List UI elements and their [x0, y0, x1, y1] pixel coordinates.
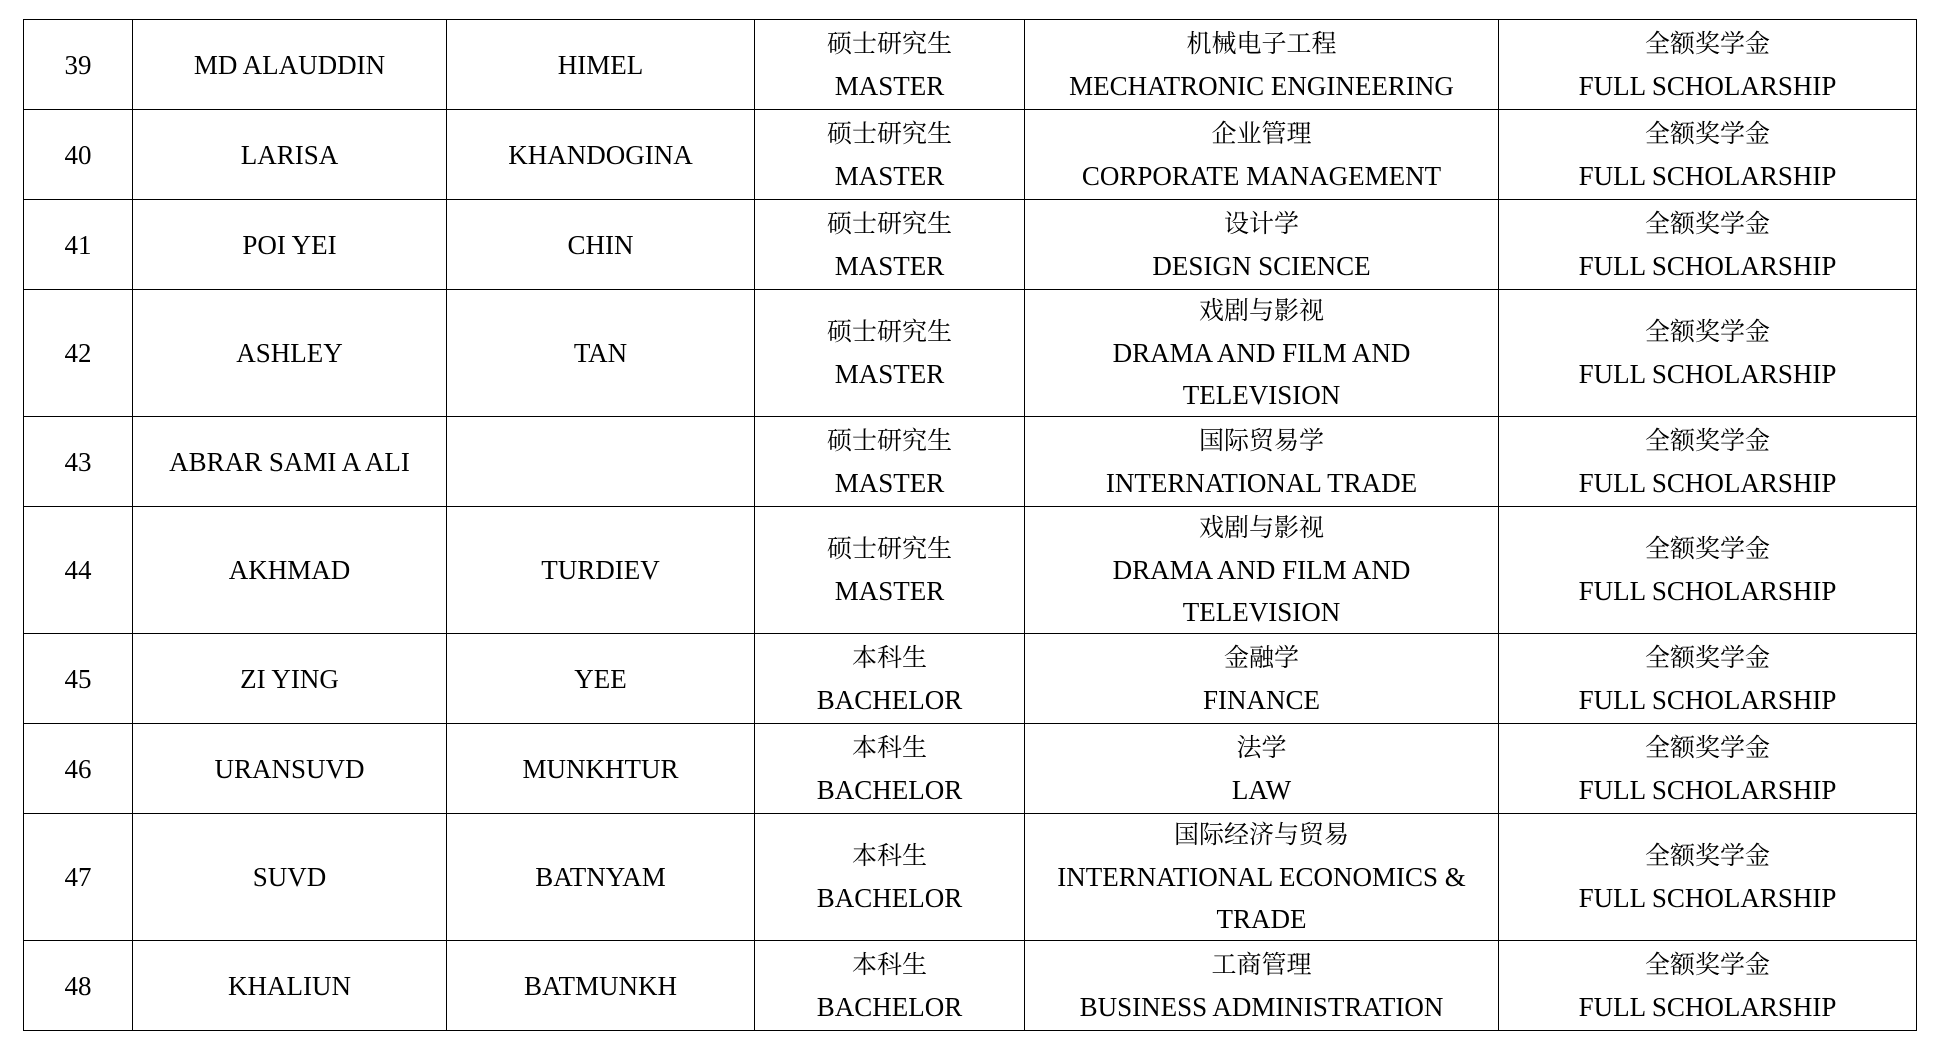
degree-chinese: 硕士研究生	[826, 425, 952, 455]
degree-chinese: 本科生	[851, 841, 927, 870]
table-row	[24, 417, 1917, 507]
major-chinese: 金融学	[1223, 642, 1299, 672]
scholarship-cell	[1499, 417, 1917, 507]
given-name-cell	[133, 634, 447, 724]
family-name: HIMEL	[557, 49, 644, 80]
major-chinese: 设计学	[1223, 208, 1299, 238]
row-number-cell	[24, 941, 133, 1031]
major-english: LAW	[1231, 774, 1292, 805]
given-name: ZI YING	[240, 663, 339, 694]
degree-chinese: 硕士研究生	[826, 534, 952, 563]
given-name: KHALIUN	[228, 970, 351, 1001]
family-name: MUNKHTUR	[522, 753, 679, 784]
major-cell	[1025, 814, 1499, 941]
given-name: SUVD	[252, 862, 327, 892]
family-name: CHIN	[567, 229, 634, 260]
major-cell	[1025, 20, 1499, 110]
given-name: MD ALAUDDIN	[193, 49, 386, 80]
table-row	[24, 200, 1917, 290]
degree-chinese: 本科生	[851, 732, 927, 762]
row-number: 43	[64, 446, 92, 477]
row-number: 45	[64, 663, 92, 694]
major-cell	[1025, 507, 1499, 634]
major-english: FINANCE	[1202, 684, 1320, 715]
degree-cell	[755, 110, 1025, 200]
family-name-cell	[447, 814, 755, 941]
scholarship-cell	[1499, 507, 1917, 634]
row-number-cell	[24, 20, 133, 110]
scholarship-english: FULL SCHOLARSHIP	[1578, 160, 1837, 191]
row-number-cell	[24, 200, 133, 290]
degree-cell	[755, 290, 1025, 417]
given-name-cell	[133, 941, 447, 1031]
degree-chinese: 本科生	[851, 642, 927, 672]
scholarship-english: FULL SCHOLARSHIP	[1578, 576, 1837, 606]
table-row	[24, 507, 1917, 634]
scholarship-cell	[1499, 814, 1917, 941]
row-number-cell	[24, 417, 133, 507]
scholarship-chinese: 全额奖学金	[1644, 317, 1770, 346]
degree-chinese: 硕士研究生	[826, 317, 952, 346]
family-name: KHANDOGINA	[508, 139, 693, 170]
row-number-cell	[24, 110, 133, 200]
family-name-cell	[447, 507, 755, 634]
major-english: INTERNATIONAL TRADE	[1105, 467, 1418, 498]
major-chinese: 国际经济与贸易	[1173, 820, 1349, 849]
family-name-cell	[447, 20, 755, 110]
scholarship-chinese: 全额奖学金	[1644, 118, 1770, 148]
degree-english: BACHELOR	[816, 883, 963, 913]
table-row	[24, 20, 1917, 110]
scholarship-cell	[1499, 634, 1917, 724]
family-name: TURDIEV	[541, 555, 660, 585]
degree-cell	[755, 724, 1025, 814]
degree-english: MASTER	[834, 160, 945, 191]
scholarship-english: FULL SCHOLARSHIP	[1578, 250, 1837, 281]
major-chinese: 工商管理	[1211, 949, 1312, 979]
table-row	[24, 290, 1917, 417]
family-name-cell	[447, 724, 755, 814]
given-name: ABRAR SAMI A ALI	[169, 446, 410, 477]
degree-chinese: 硕士研究生	[826, 208, 952, 238]
scholarship-english: FULL SCHOLARSHIP	[1578, 684, 1837, 715]
given-name-cell	[133, 417, 447, 507]
degree-english: MASTER	[834, 576, 945, 606]
degree-english: MASTER	[834, 250, 945, 281]
degree-english: MASTER	[834, 467, 945, 498]
row-number: 48	[64, 970, 92, 1001]
major-english: TELEVISION	[1182, 380, 1341, 410]
scholarship-chinese: 全额奖学金	[1644, 841, 1770, 870]
degree-cell	[755, 200, 1025, 290]
row-number-cell	[24, 634, 133, 724]
family-name-cell	[447, 200, 755, 290]
scholarship-cell	[1499, 941, 1917, 1031]
family-name-cell	[447, 290, 755, 417]
family-name-cell	[447, 417, 755, 507]
degree-english: BACHELOR	[816, 991, 963, 1022]
scholarship-chinese: 全额奖学金	[1644, 28, 1770, 58]
degree-cell	[755, 814, 1025, 941]
given-name-cell	[133, 290, 447, 417]
row-number-cell	[24, 724, 133, 814]
degree-cell	[755, 417, 1025, 507]
row-number: 42	[64, 338, 92, 368]
scholarship-cell	[1499, 200, 1917, 290]
scholarship-english: FULL SCHOLARSHIP	[1578, 883, 1837, 913]
major-english: CORPORATE MANAGEMENT	[1081, 160, 1442, 191]
scholarship-chinese: 全额奖学金	[1644, 425, 1770, 455]
major-english: TRADE	[1216, 904, 1307, 934]
major-english: DESIGN SCIENCE	[1152, 250, 1371, 281]
table-row	[24, 814, 1917, 941]
table-row	[24, 941, 1917, 1031]
given-name-cell	[133, 110, 447, 200]
major-english: DRAMA AND FILM AND	[1112, 338, 1411, 368]
scholarship-english: FULL SCHOLARSHIP	[1578, 991, 1837, 1022]
major-chinese: 戏剧与影视	[1198, 296, 1324, 325]
major-english: MECHATRONIC ENGINEERING	[1069, 70, 1454, 101]
given-name: POI YEI	[242, 229, 337, 260]
degree-english: BACHELOR	[816, 684, 963, 715]
major-cell	[1025, 634, 1499, 724]
degree-english: MASTER	[834, 359, 945, 389]
given-name-cell	[133, 200, 447, 290]
family-name-cell	[447, 110, 755, 200]
scholarship-cell	[1499, 20, 1917, 110]
scholarship-chinese: 全额奖学金	[1644, 949, 1770, 979]
row-number-cell	[24, 507, 133, 634]
major-chinese: 法学	[1236, 732, 1287, 762]
degree-english: MASTER	[834, 70, 945, 101]
given-name-cell	[133, 20, 447, 110]
table-row	[24, 110, 1917, 200]
given-name-cell	[133, 507, 447, 634]
degree-cell	[755, 507, 1025, 634]
scholarship-table	[23, 19, 1917, 1031]
major-english: BUSINESS ADMINISTRATION	[1079, 991, 1444, 1022]
given-name-cell	[133, 814, 447, 941]
major-chinese: 国际贸易学	[1198, 425, 1324, 455]
degree-cell	[755, 941, 1025, 1031]
major-english: TELEVISION	[1182, 597, 1341, 627]
row-number: 40	[64, 139, 92, 170]
degree-chinese: 硕士研究生	[826, 28, 952, 58]
degree-cell	[755, 20, 1025, 110]
degree-chinese: 本科生	[851, 949, 927, 979]
given-name: ASHLEY	[236, 338, 343, 368]
major-cell	[1025, 200, 1499, 290]
major-english: DRAMA AND FILM AND	[1112, 555, 1411, 585]
scholarship-chinese: 全额奖学金	[1644, 732, 1770, 762]
row-number: 44	[64, 555, 92, 585]
major-chinese: 机械电子工程	[1186, 28, 1337, 58]
scholarship-cell	[1499, 110, 1917, 200]
given-name: URANSUVD	[214, 753, 365, 784]
degree-chinese: 硕士研究生	[826, 118, 952, 148]
major-english: INTERNATIONAL ECONOMICS &	[1057, 862, 1466, 892]
family-name: BATNYAM	[535, 862, 666, 892]
table-row	[24, 724, 1917, 814]
major-chinese: 企业管理	[1211, 118, 1312, 148]
given-name-cell	[133, 724, 447, 814]
scholarship-english: FULL SCHOLARSHIP	[1578, 467, 1837, 498]
scholarship-english: FULL SCHOLARSHIP	[1578, 774, 1837, 805]
table-row	[24, 634, 1917, 724]
given-name: LARISA	[240, 139, 339, 170]
scholarship-chinese: 全额奖学金	[1644, 208, 1770, 238]
scholarship-cell	[1499, 290, 1917, 417]
major-cell	[1025, 724, 1499, 814]
scholarship-chinese: 全额奖学金	[1644, 534, 1770, 563]
scholarship-cell	[1499, 724, 1917, 814]
family-name-cell	[447, 941, 755, 1031]
major-cell	[1025, 290, 1499, 417]
major-cell	[1025, 941, 1499, 1031]
row-number: 39	[64, 49, 92, 80]
row-number-cell	[24, 290, 133, 417]
family-name: YEE	[574, 663, 627, 694]
scholarship-english: FULL SCHOLARSHIP	[1578, 359, 1837, 389]
given-name: AKHMAD	[228, 555, 351, 585]
scholarship-chinese: 全额奖学金	[1644, 642, 1770, 672]
row-number: 41	[64, 229, 92, 260]
major-cell	[1025, 417, 1499, 507]
degree-english: BACHELOR	[816, 774, 963, 805]
major-chinese: 戏剧与影视	[1198, 513, 1324, 542]
row-number: 46	[64, 753, 92, 784]
row-number-cell	[24, 814, 133, 941]
scholarship-english: FULL SCHOLARSHIP	[1578, 70, 1837, 101]
family-name: TAN	[573, 338, 628, 368]
family-name: BATMUNKH	[523, 970, 677, 1001]
row-number: 47	[64, 862, 92, 892]
family-name-cell	[447, 634, 755, 724]
degree-cell	[755, 634, 1025, 724]
major-cell	[1025, 110, 1499, 200]
table-body	[24, 20, 1917, 1031]
